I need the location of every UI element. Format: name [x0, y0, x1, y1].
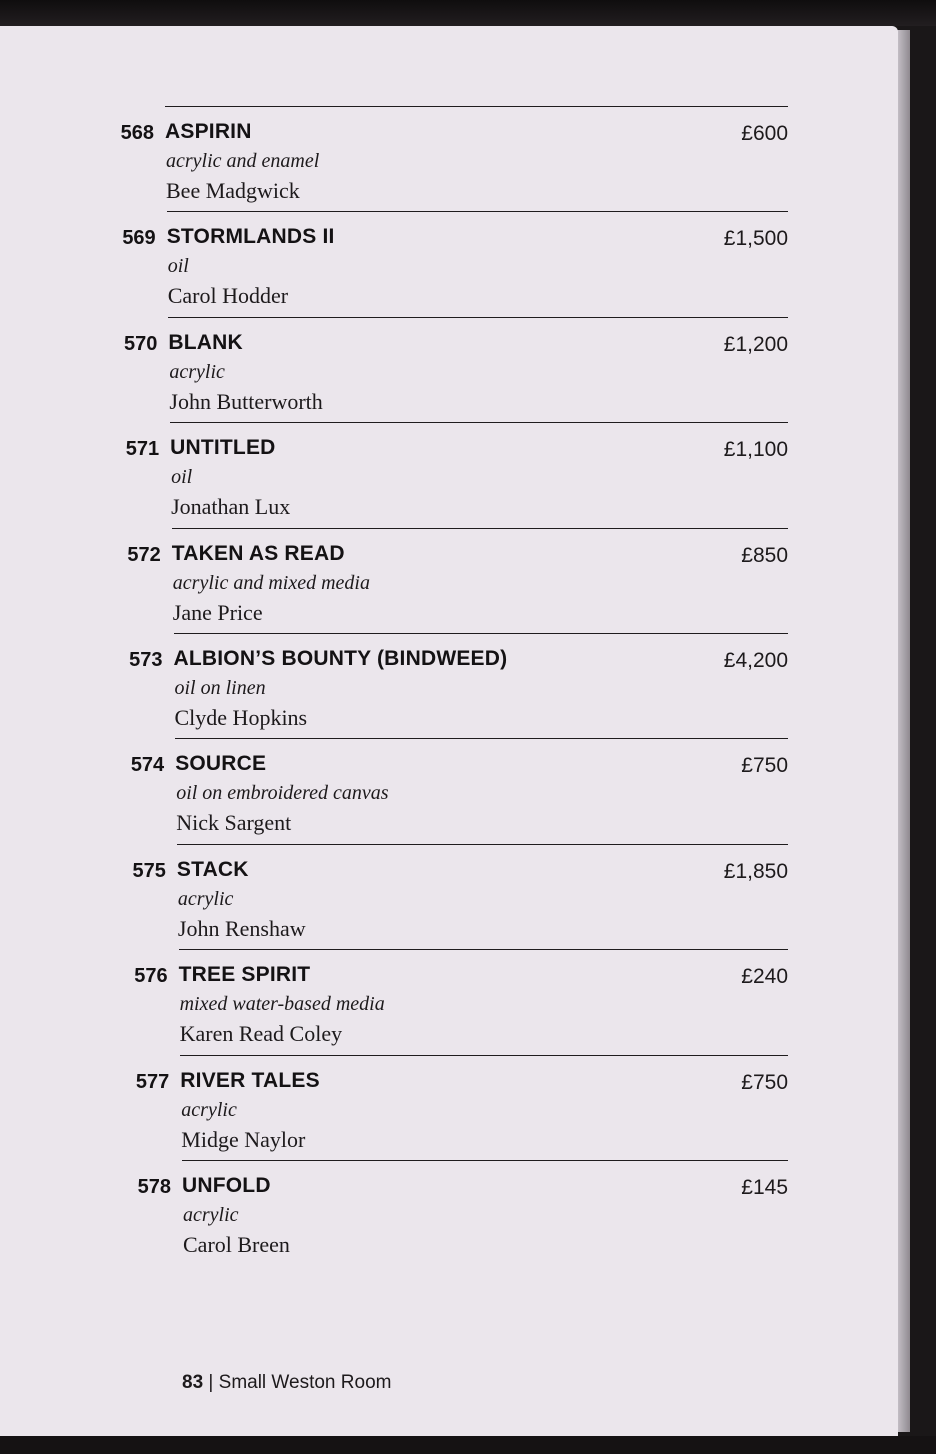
- artist-name: Carol Hodder: [167, 283, 289, 309]
- entry-divider: [167, 211, 788, 212]
- artwork-title: ALBION’S BOUNTY (BINDWEED): [173, 647, 508, 670]
- artwork-price: £145: [741, 1176, 788, 1199]
- artwork-medium: oil: [167, 255, 189, 278]
- catalogue-entry: [0, 1160, 788, 1266]
- artist-name: Midge Naylor: [181, 1126, 306, 1152]
- catalogue-entry: [0, 738, 788, 844]
- artwork-title: STACK: [176, 857, 249, 881]
- lot-number: 574: [130, 754, 165, 777]
- entry-divider: [182, 1160, 788, 1161]
- lot-number: 576: [134, 965, 168, 988]
- artwork-title: TREE SPIRIT: [178, 963, 311, 987]
- artwork-medium: oil: [171, 466, 193, 489]
- lot-number: 568: [120, 122, 154, 144]
- catalogue-entry: [0, 106, 788, 212]
- artwork-medium: oil on linen: [174, 677, 266, 699]
- lot-number: 570: [124, 332, 158, 355]
- entry-divider: [170, 422, 788, 423]
- artwork-price: £240: [741, 965, 788, 989]
- catalogue-page: [0, 26, 898, 1436]
- catalogue-entry: [0, 422, 788, 528]
- artwork-price: £600: [741, 122, 788, 145]
- page-number: 83: [182, 1372, 204, 1393]
- artwork-price: £750: [741, 754, 788, 778]
- page-footer: [182, 1372, 391, 1394]
- entry-divider: [177, 844, 788, 845]
- footer-separator: |: [203, 1372, 219, 1393]
- artwork-medium: acrylic and enamel: [166, 150, 320, 172]
- artwork-title: TAKEN AS READ: [171, 541, 345, 565]
- artist-name: Carol Breen: [183, 1232, 290, 1257]
- artwork-price: £850: [741, 543, 788, 567]
- catalogue-entry: [0, 633, 788, 739]
- artwork-title: UNTITLED: [170, 436, 276, 460]
- entry-divider: [165, 106, 788, 107]
- lot-number: 569: [122, 227, 156, 250]
- catalogue-entry: [0, 211, 788, 317]
- lot-number: 571: [125, 438, 160, 461]
- artist-name: John Renshaw: [177, 915, 306, 941]
- artist-name: Clyde Hopkins: [174, 705, 308, 730]
- artwork-medium: mixed water-based media: [179, 993, 385, 1016]
- artwork-price: £1,850: [723, 859, 788, 883]
- lot-number: 573: [129, 649, 163, 671]
- catalogue-entry: [0, 317, 788, 423]
- entry-divider: [168, 317, 788, 318]
- lot-number: 578: [137, 1176, 171, 1198]
- lot-number: 575: [132, 859, 166, 882]
- lot-number: 577: [135, 1070, 170, 1093]
- entry-divider: [180, 1055, 788, 1056]
- artwork-title: STORMLANDS II: [166, 225, 335, 249]
- catalogue-entry: [0, 1055, 788, 1161]
- entry-divider: [172, 528, 788, 529]
- artist-name: John Butterworth: [169, 388, 323, 414]
- artist-name: Bee Madgwick: [166, 178, 300, 203]
- entry-divider: [179, 949, 788, 950]
- artwork-title: BLANK: [168, 330, 243, 354]
- artwork-title: ASPIRIN: [165, 120, 252, 143]
- artwork-price: £1,200: [723, 332, 788, 356]
- artwork-price: £750: [741, 1070, 788, 1094]
- lot-number: 572: [127, 543, 161, 566]
- artwork-title: RIVER TALES: [180, 1068, 320, 1092]
- catalogue-entry: [0, 844, 788, 950]
- artwork-price: £4,200: [723, 649, 788, 672]
- artwork-price: £1,500: [723, 227, 788, 251]
- artist-name: Jane Price: [172, 599, 263, 625]
- entry-divider: [175, 738, 788, 739]
- artwork-medium: acrylic: [183, 1204, 239, 1226]
- artwork-title: UNFOLD: [182, 1174, 271, 1197]
- artwork-medium: acrylic: [177, 887, 234, 910]
- catalogue-entry: [0, 949, 788, 1055]
- artwork-medium: acrylic: [169, 360, 225, 383]
- artwork-medium: oil on embroidered canvas: [176, 782, 389, 805]
- artist-name: Jonathan Lux: [171, 494, 291, 520]
- catalogue-entry: [0, 528, 788, 634]
- entry-divider: [174, 633, 789, 634]
- artist-name: Karen Read Coley: [179, 1021, 343, 1047]
- background-top: [0, 0, 936, 26]
- artwork-medium: acrylic and mixed media: [172, 571, 370, 594]
- artwork-medium: acrylic: [181, 1098, 237, 1121]
- room-name: Small Weston Room: [218, 1372, 392, 1393]
- background-bottom: [0, 1436, 936, 1454]
- artwork-price: £1,100: [723, 438, 788, 462]
- artwork-title: SOURCE: [175, 752, 267, 776]
- artist-name: Nick Sargent: [176, 810, 292, 836]
